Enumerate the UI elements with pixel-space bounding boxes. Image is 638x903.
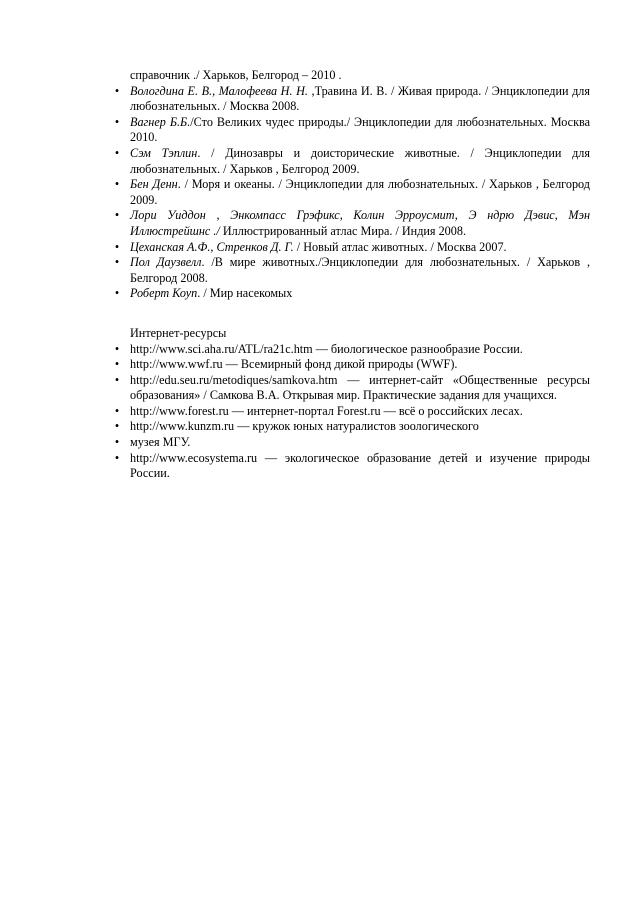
internet-item-text: http://www.kunzm.ru — кружок юных натуралистов зоологического [130,419,479,434]
book-details: . / Моря и океаны. / Энциклопедии для любознательных. / Харьков , Белгород 2009. [130,177,590,207]
book-details: . / Мир насекомых [197,286,293,301]
bullet-icon: • [114,341,120,356]
section-heading-internet: Интернет-ресурсы [130,325,227,340]
book-details: / Новый атлас животных. / Москва 2007. [293,239,507,254]
book-author: Цеханская А.Ф., Стренков Д. Г. [130,239,294,254]
book-item [114,208,590,239]
book-details: ,Травина И. В. / Живая природа. / Энциклопедии для любознательных. / Москва 2008. [130,83,590,114]
internet-list [114,341,590,482]
book-author: Вологдина Е. В., Малофеева Н. Н. [130,83,312,98]
bullet-icon: • [114,357,120,372]
book-author: Вагнер Б.Б. [130,114,191,129]
bullet-icon: • [114,208,120,223]
bullet-icon: • [114,83,120,98]
bullet-icon: • [114,255,120,270]
bullet-icon: • [114,435,120,450]
internet-item-text: http://edu.seu.ru/metodiques/samkova.htm — интернет-сайт «Общественные ресурсы образования» / Самкова В.А. Открывая мир. Практические задания для учащихся. [130,372,590,403]
book-details: . / Динозавры и доисторические животные. / Энциклопедии для любознательных. / Харьков , Белгород 2009. [130,145,590,176]
book-list [114,83,590,302]
internet-item [114,372,590,404]
internet-item-text: http://www.wwf.ru — Всемирный фонд дикой природы (WWF). [130,357,458,372]
book-details: . /В мире животных./Энциклопедии для любознательных. / Харьков , Белгород 2008. [130,255,590,285]
internet-item [114,435,590,451]
bullet-icon: • [114,403,120,418]
book-item [114,239,590,256]
internet-item [114,357,590,373]
internet-item-text: http://www.forest.ru — интернет-портал Forest.ru — всё о российских лесах. [130,403,523,418]
bullet-icon: • [114,177,120,192]
book-item [114,114,590,146]
internet-item-text: http://www.sci.aha.ru/ATL/ra21c.htm — биологическое разнообразие России. [130,341,523,356]
book-details: Иллюстрированный атлас Мира. / Индия 2008. [219,223,466,238]
bullet-icon: • [114,372,120,387]
internet-item [114,403,590,420]
internet-item-text: музея МГУ. [130,435,191,450]
book-author: Лори Уиддон , Энкомпасс Грэфикс, Колин Эрроусмит, Э ндрю Дэвис, Мэн Иллюстрейшнс ./ [130,208,590,238]
bullet-icon: • [114,286,120,301]
internet-item [114,419,590,435]
book-item [114,286,590,302]
book-item [114,145,590,177]
book-author: Пол Даузвелл [130,255,202,270]
internet-item [114,450,590,482]
section-spacer [130,302,590,326]
reference-list [114,68,590,482]
internet-item-text: http://www.ecosystema.ru — экологическое образование детей и изучение природы России. [130,450,590,481]
bullet-icon: • [114,450,120,465]
bullet-icon: • [114,114,120,129]
book-continuation: справочник ./ Харьков, Белгород – 2010 . [130,68,342,82]
book-author: Роберт Коуп [130,286,198,301]
book-author: Сэм Тэплин [130,145,198,160]
book-item [114,255,590,286]
book-details: /Сто Великих чудес природы./ Энциклопедии для любознательных. Москва 2010. [130,114,590,145]
book-item [114,177,590,208]
internet-item [114,341,590,358]
book-item [114,83,590,115]
bullet-icon: • [114,239,120,254]
bullet-icon: • [114,419,120,434]
bullet-icon: • [114,145,120,160]
book-author: Бен Денн [130,177,178,192]
